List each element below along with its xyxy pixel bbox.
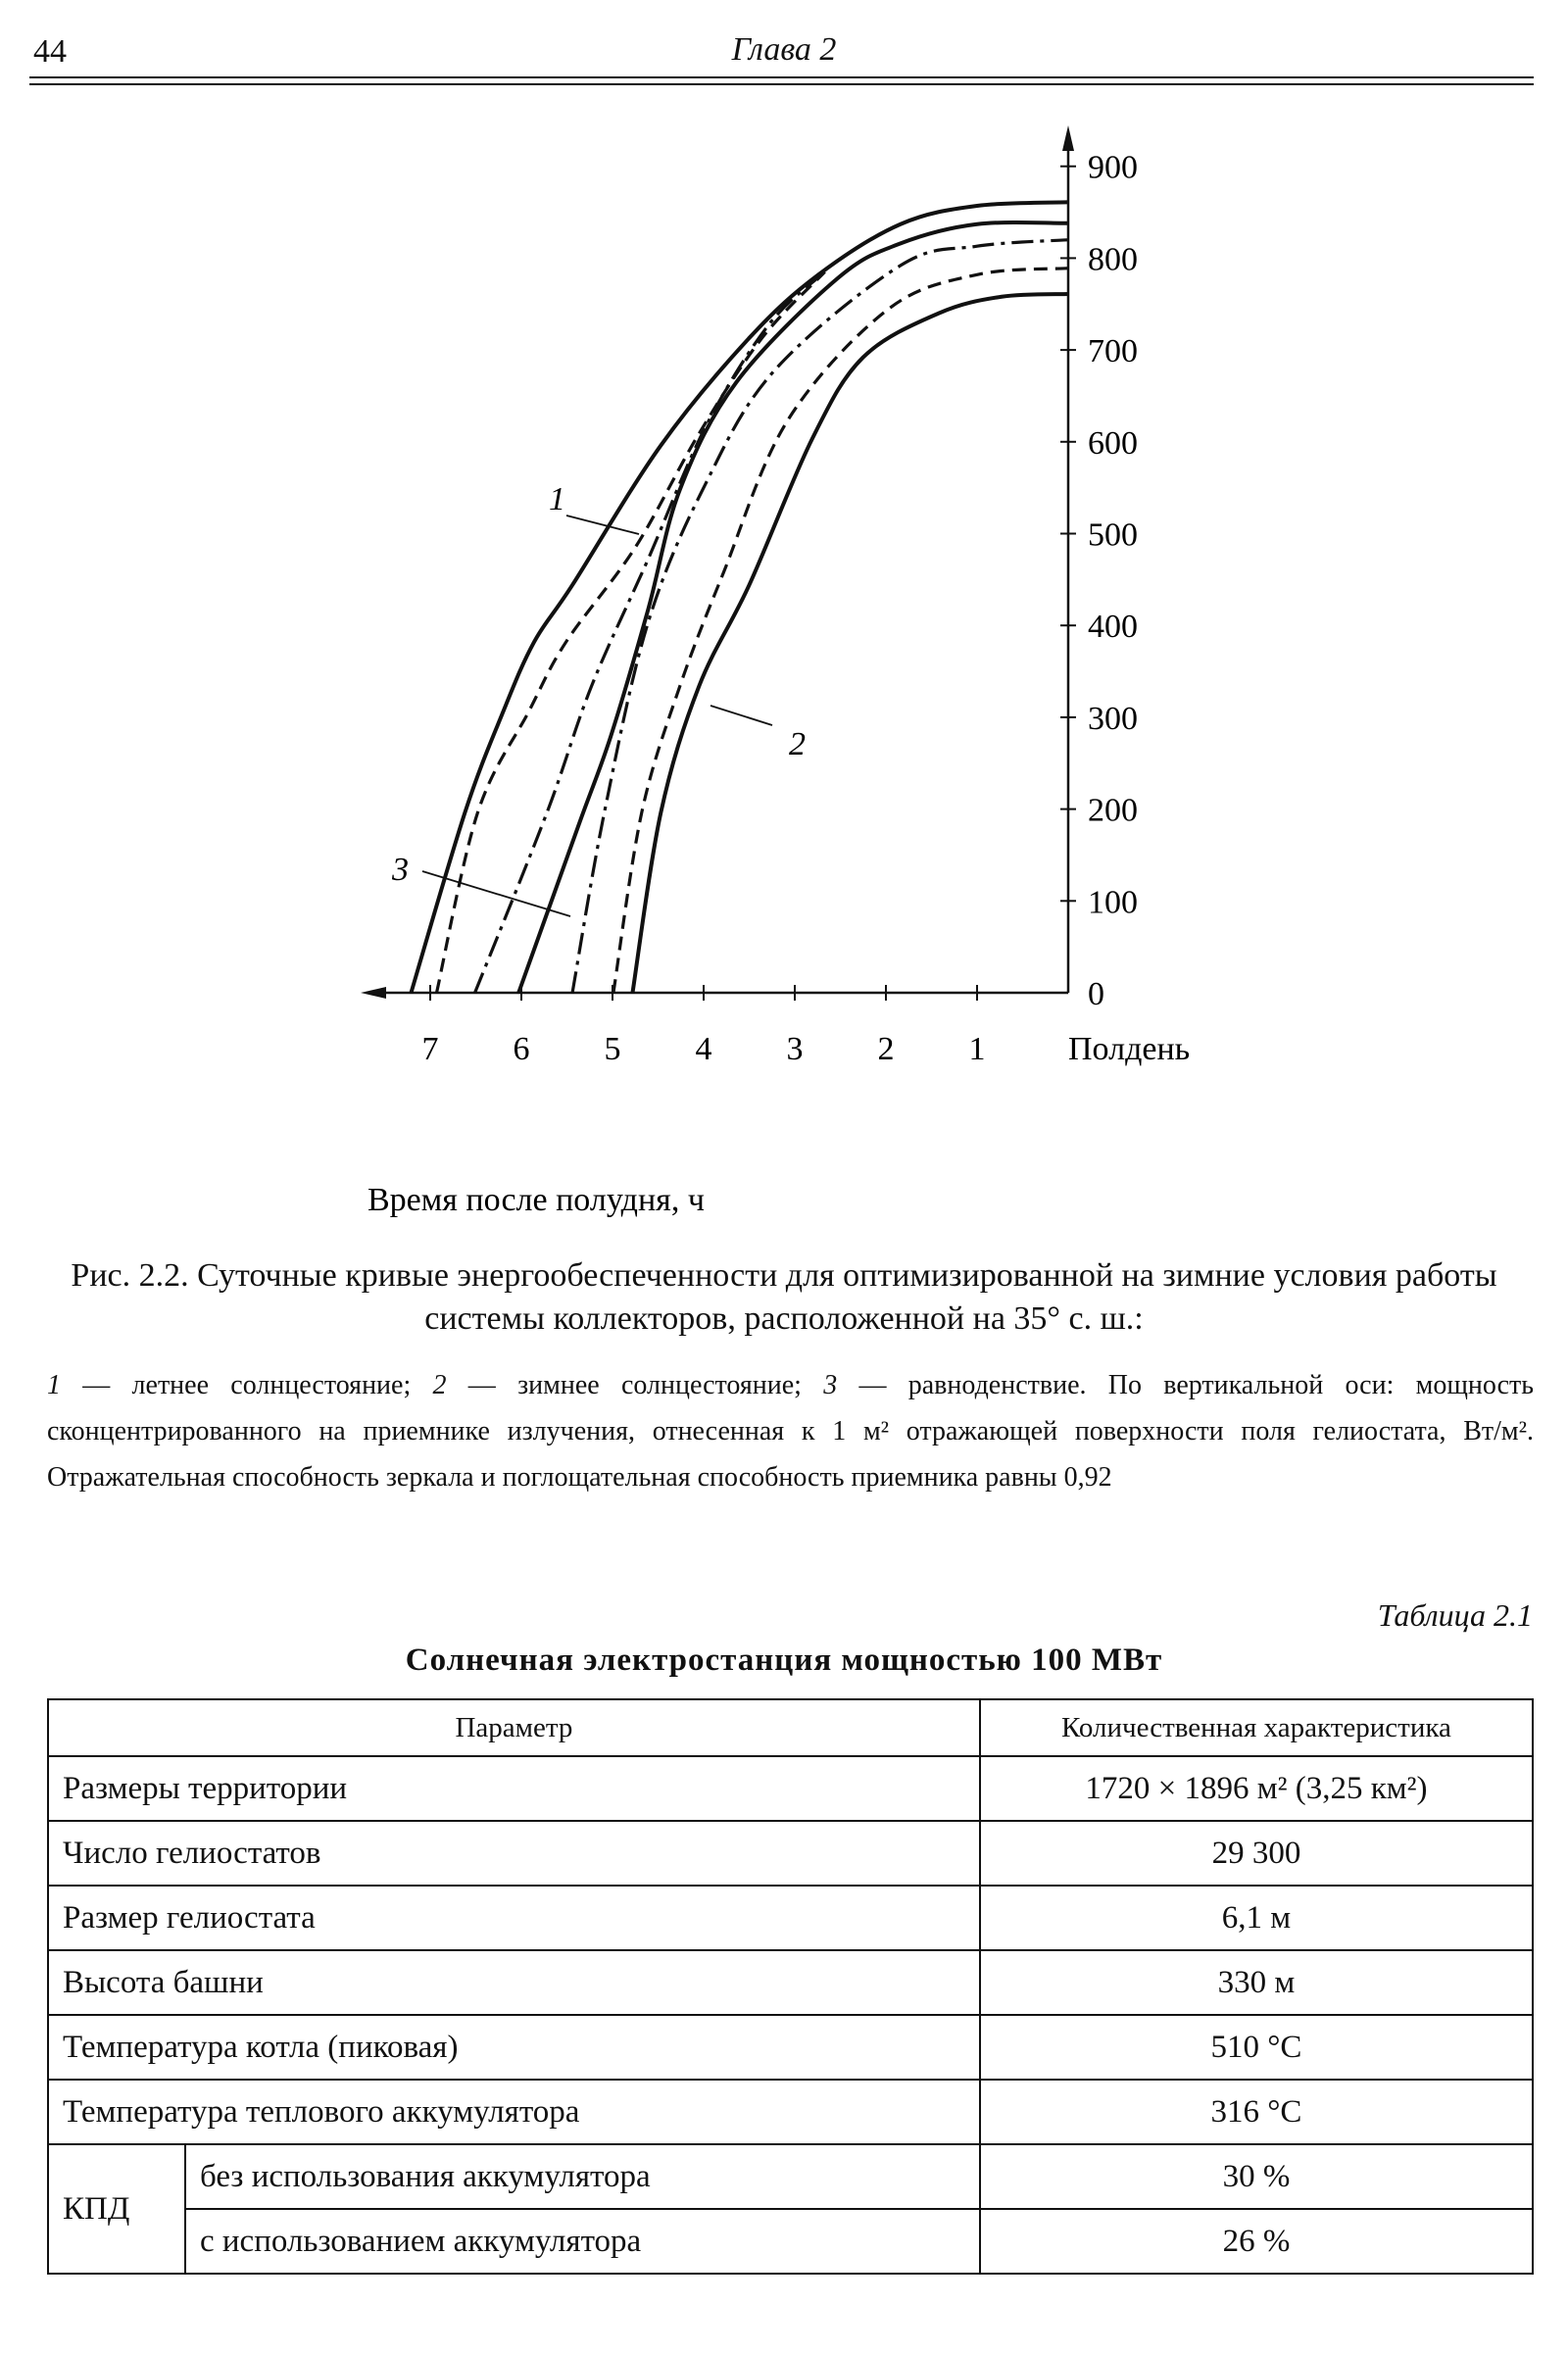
curve-3 [518, 222, 1068, 993]
table-row [48, 2144, 1533, 2209]
row-value: 6,1 м [980, 1886, 1533, 1950]
table-header-row [48, 1699, 1533, 1756]
x-tick-label: 2 [877, 1031, 895, 1067]
table-row [48, 2080, 1533, 2144]
y-tick-label: 500 [1088, 516, 1138, 554]
table-row [48, 1756, 1533, 1821]
y-tick-label: 0 [1088, 976, 1104, 1012]
page-number: 44 [33, 33, 67, 70]
x-tick-label: 5 [604, 1031, 621, 1067]
legend-num-3: 3 [823, 1370, 838, 1400]
curve-label-2: 2 [789, 726, 806, 762]
figure-legend [47, 1362, 1534, 1500]
annotation-leader [566, 515, 639, 534]
curve-1 [411, 202, 1068, 993]
row-value: 330 м [980, 1950, 1533, 2015]
row-value: 29 300 [980, 1821, 1533, 1886]
kpd-label: КПД [48, 2144, 185, 2274]
header-value: Количественная характеристика [980, 1699, 1533, 1756]
curve-1-dashed [437, 271, 825, 993]
row-value: 26 % [980, 2209, 1533, 2274]
table-row [48, 1886, 1533, 1950]
y-axis-arrow-icon [1062, 125, 1074, 151]
legend-text-3: — равноденствие. По вертикальной оси: мощность сконцентрированного на приемнике излучения, отнесенная к 1 м² отражающей поверхности поля гелиостата, Вт/м². Отражательная способность зеркала и поглощательная способность приемника равны 0,92 [47, 1370, 1535, 1493]
y-tick-label: 700 [1088, 333, 1138, 370]
curve-2-dashed [613, 269, 1068, 993]
table-row [48, 2209, 1533, 2274]
data-table [47, 1698, 1534, 2275]
row-param: Высота башни [48, 1950, 980, 2015]
row-param: Число гелиостатов [48, 1821, 980, 1886]
annotation-leader [422, 871, 570, 916]
row-value: 510 °С [980, 2015, 1533, 2080]
legend-text-1: — летнее солнцестояние; [61, 1370, 433, 1400]
legend-num-2: 2 [432, 1370, 447, 1400]
x-tick-label: 6 [513, 1031, 530, 1067]
x-tick-label: 4 [695, 1031, 712, 1067]
y-tick-label: 900 [1088, 149, 1138, 186]
y-tick-label: 100 [1088, 884, 1138, 921]
row-value: 1720 × 1896 м² (3,25 км²) [980, 1756, 1533, 1821]
x-tick-label: 3 [786, 1031, 804, 1067]
chapter-title: Глава 2 [731, 31, 837, 68]
x-tick-label: 7 [421, 1031, 439, 1067]
header-param: Параметр [48, 1699, 980, 1756]
y-tick-label: 300 [1088, 700, 1138, 737]
x-axis-arrow-icon [361, 987, 386, 999]
curve-label-1: 1 [549, 481, 565, 517]
y-tick-label: 400 [1088, 609, 1138, 646]
row-value: 30 % [980, 2144, 1533, 2209]
row-param: Температура теплового аккумулятора [48, 2080, 980, 2144]
row-param: Размеры территории [48, 1756, 980, 1821]
legend-num-1: 1 [47, 1370, 61, 1400]
noon-label: Полдень [1068, 1031, 1191, 1067]
row-param: Температура котла (пиковая) [48, 2015, 980, 2080]
table-title: Солнечная электростанция мощностью 100 МВт [405, 1642, 1163, 1678]
row-param: без использования аккумулятора [185, 2144, 980, 2209]
curve-label-3: 3 [392, 852, 409, 888]
legend-text-2: — зимнее солнцестояние; [446, 1370, 824, 1400]
table-number: Таблица 2.1 [1377, 1597, 1533, 1633]
x-tick-label: 1 [968, 1031, 986, 1067]
table-row [48, 1950, 1533, 2015]
table-row [48, 2015, 1533, 2080]
y-tick-label: 800 [1088, 241, 1138, 278]
table-row [48, 1821, 1533, 1886]
row-value: 316 °С [980, 2080, 1533, 2144]
figure-caption: Рис. 2.2. Суточные кривые энергообеспеченности для оптимизированной на зимние условия работы системы коллекторов, расположенной на 35° с. ш.: [71, 1257, 1497, 1337]
x-axis-title: Время после полудня, ч [368, 1182, 705, 1218]
y-tick-label: 600 [1088, 424, 1138, 462]
annotation-leader [710, 706, 772, 725]
row-param: с использованием аккумулятора [185, 2209, 980, 2274]
row-param: Размер гелиостата [48, 1886, 980, 1950]
y-tick-label: 200 [1088, 792, 1138, 829]
